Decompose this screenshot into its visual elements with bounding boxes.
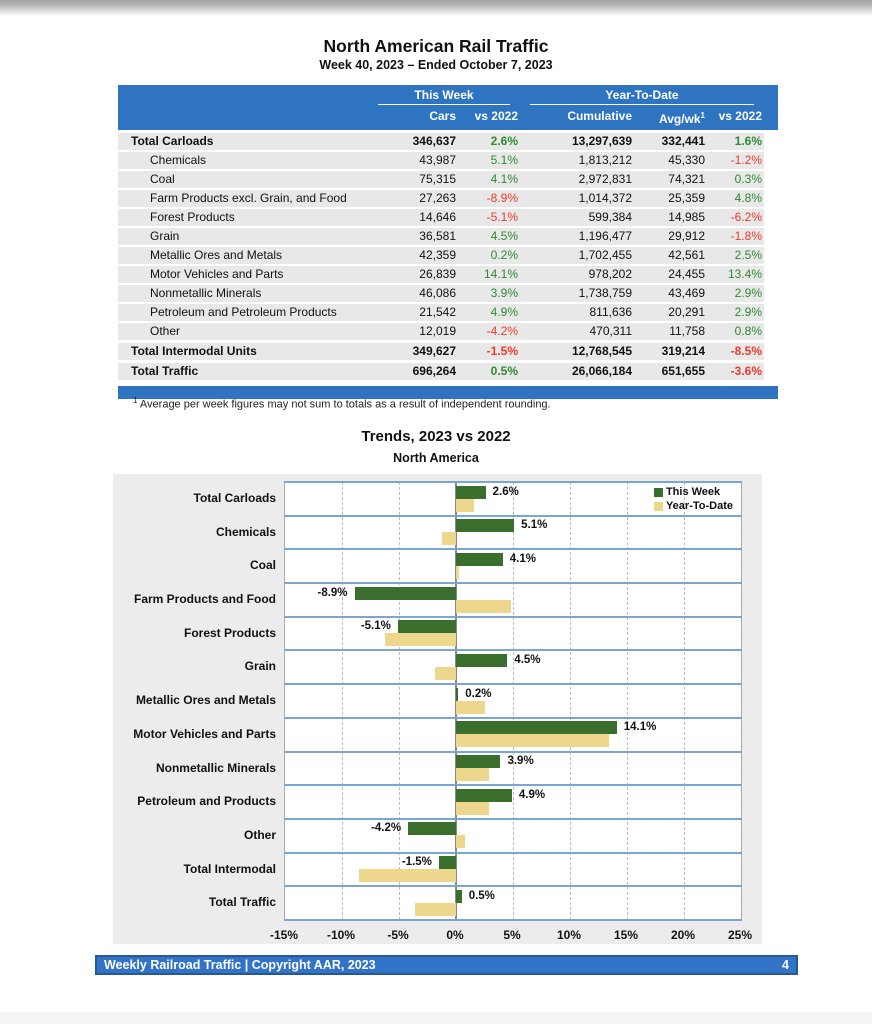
rail-table-body bbox=[118, 133, 778, 380]
page-top-shadow bbox=[0, 0, 872, 16]
table-row bbox=[118, 363, 764, 380]
row-label: Other bbox=[150, 324, 181, 338]
bar-this-week bbox=[355, 587, 456, 600]
col-header-week-vs-2022: vs 2022 bbox=[474, 109, 518, 123]
footer-bar bbox=[95, 955, 798, 975]
group-header-this-week: This Week bbox=[368, 88, 520, 105]
chart-legend bbox=[654, 485, 733, 513]
cell-avg-per-week: 332,441 bbox=[661, 134, 705, 148]
header-spacer bbox=[118, 107, 368, 128]
cell-week-vs-2022: 0.5% bbox=[490, 364, 518, 378]
cell-cumulative: 978,202 bbox=[588, 267, 632, 281]
band-separator bbox=[284, 649, 742, 651]
cell-week-vs-2022: 14.1% bbox=[483, 267, 518, 281]
cell-week-vs-2022: 3.9% bbox=[490, 286, 518, 300]
cell-ytd-vs-2022: -3.6% bbox=[730, 364, 762, 378]
cell-cars: 346,637 bbox=[412, 134, 456, 148]
x-axis-tick-label: 20% bbox=[670, 928, 696, 942]
cell-cumulative: 1,014,372 bbox=[578, 191, 632, 205]
cell-cumulative: 1,196,477 bbox=[578, 229, 632, 243]
row-label: Chemicals bbox=[150, 153, 207, 167]
x-axis-tick-label: 10% bbox=[556, 928, 582, 942]
category-label: Petroleum and Products bbox=[137, 794, 276, 809]
cell-ytd-vs-2022: 2.9% bbox=[734, 286, 762, 300]
row-label: Total Intermodal Units bbox=[131, 344, 257, 358]
col-header-cumulative: Cumulative bbox=[567, 109, 632, 123]
bar-year-to-date bbox=[415, 903, 456, 916]
bar-value-label: 4.9% bbox=[518, 788, 546, 801]
table-row bbox=[118, 304, 764, 321]
bar-year-to-date bbox=[435, 667, 456, 680]
chart-plot bbox=[284, 482, 742, 920]
bar-year-to-date bbox=[456, 835, 465, 848]
cell-week-vs-2022: -1.5% bbox=[486, 344, 518, 358]
table-row bbox=[118, 228, 764, 245]
cell-avg-per-week: 29,912 bbox=[668, 229, 705, 243]
group-header-year-to-date: Year-To-Date bbox=[520, 88, 764, 105]
bar-value-label: 0.2% bbox=[465, 687, 492, 700]
cell-cars: 75,315 bbox=[419, 172, 456, 186]
x-axis-tick-label: -15% bbox=[269, 928, 298, 942]
cell-cars: 26,839 bbox=[419, 267, 456, 281]
row-label: Farm Products excl. Grain, and Food bbox=[150, 191, 347, 205]
cell-week-vs-2022: 0.2% bbox=[490, 248, 518, 262]
chart-panel bbox=[113, 474, 762, 944]
x-axis-tick-label: -5% bbox=[387, 928, 409, 942]
table-row bbox=[118, 285, 764, 302]
cell-ytd-vs-2022: -8.5% bbox=[730, 344, 762, 358]
band-separator bbox=[284, 818, 742, 820]
category-label: Other bbox=[243, 827, 276, 842]
bar-this-week bbox=[398, 620, 456, 633]
col-header-avg-per-week: Avg/$wk^1$ bbox=[658, 111, 705, 126]
bar-this-week bbox=[456, 890, 462, 903]
band-separator bbox=[284, 784, 742, 786]
page-title: North American Rail Traffic bbox=[323, 36, 549, 56]
cell-cumulative: 599,384 bbox=[588, 210, 632, 224]
row-label: Coal bbox=[150, 172, 175, 186]
cell-avg-per-week: 14,985 bbox=[668, 210, 705, 224]
bar-year-to-date bbox=[456, 600, 511, 613]
category-label: Total Intermodal bbox=[183, 861, 276, 876]
cell-week-vs-2022: -4.2% bbox=[486, 324, 518, 338]
cell-cumulative: 2,972,831 bbox=[578, 172, 632, 186]
cell-avg-per-week: 11,758 bbox=[669, 324, 705, 338]
rail-traffic-table bbox=[118, 85, 778, 399]
band-separator bbox=[284, 548, 742, 550]
bar-value-label: -1.5% bbox=[401, 856, 432, 869]
cell-avg-per-week: 651,655 bbox=[661, 364, 705, 378]
band-separator bbox=[284, 515, 742, 517]
chart-title: Trends, 2023 vs 2022 bbox=[361, 428, 511, 445]
category-label: Chemicals bbox=[215, 524, 276, 539]
bar-value-label: 4.1% bbox=[509, 552, 536, 565]
bar-year-to-date bbox=[456, 802, 489, 815]
bar-this-week bbox=[439, 856, 456, 869]
bar-this-week bbox=[456, 688, 458, 701]
cell-avg-per-week: 43,469 bbox=[668, 286, 705, 300]
category-label: Total Carloads bbox=[193, 491, 276, 505]
cell-ytd-vs-2022: 2.5% bbox=[734, 248, 762, 262]
category-label: Nonmetallic Minerals bbox=[155, 760, 276, 775]
x-axis-tick-label: 0% bbox=[446, 928, 464, 942]
bar-value-label: 2.6% bbox=[492, 485, 519, 498]
category-label: Farm Products and Food bbox=[133, 592, 276, 607]
cell-week-vs-2022: -8.9% bbox=[486, 191, 518, 205]
chart-subtitle: North America bbox=[393, 451, 479, 465]
table-row bbox=[118, 323, 764, 340]
band-separator bbox=[284, 885, 742, 887]
cell-week-vs-2022: 2.6% bbox=[490, 134, 518, 148]
bar-year-to-date bbox=[442, 532, 456, 545]
row-label: Total Carloads bbox=[131, 134, 214, 148]
bar-value-label: -5.1% bbox=[360, 620, 391, 633]
cell-cars: 43,987 bbox=[419, 153, 456, 167]
bar-year-to-date bbox=[456, 734, 609, 747]
category-label: Motor Vehicles and Parts bbox=[133, 726, 276, 741]
cell-avg-per-week: 24,455 bbox=[668, 267, 705, 281]
footer-page-number: 4 bbox=[782, 958, 789, 972]
band-separator bbox=[284, 852, 742, 854]
bar-value-label: 14.1% bbox=[623, 721, 657, 734]
row-label: Motor Vehicles and Parts bbox=[150, 267, 284, 281]
table-row bbox=[118, 171, 764, 188]
band-separator bbox=[284, 751, 742, 753]
cell-ytd-vs-2022: 1.6% bbox=[734, 134, 762, 148]
bar-year-to-date bbox=[385, 633, 456, 646]
bar-this-week bbox=[456, 721, 617, 734]
row-label: Nonmetallic Minerals bbox=[150, 286, 262, 300]
this-week-swatch-icon bbox=[654, 488, 663, 497]
cell-cars: 696,264 bbox=[412, 364, 456, 378]
row-label: Petroleum and Petroleum Products bbox=[150, 305, 337, 319]
cell-ytd-vs-2022: 0.8% bbox=[734, 324, 762, 338]
cell-ytd-vs-2022: -6.2% bbox=[730, 210, 762, 224]
cell-week-vs-2022: 4.1% bbox=[490, 172, 518, 186]
cell-cumulative: 1,738,759 bbox=[578, 286, 632, 300]
x-axis-tick-label: 5% bbox=[503, 928, 521, 942]
bar-this-week bbox=[456, 789, 512, 802]
bar-value-label: 4.5% bbox=[514, 653, 541, 666]
footnote: $^1$ Average per week figures may not sum to totals as a result of independent rounding. bbox=[133, 396, 551, 411]
bar-year-to-date bbox=[456, 499, 474, 512]
band-separator bbox=[284, 717, 742, 719]
cell-cars: 46,086 bbox=[419, 286, 456, 300]
category-label: Grain bbox=[244, 659, 276, 674]
cell-avg-per-week: 42,561 bbox=[668, 248, 705, 262]
bar-this-week bbox=[408, 822, 456, 835]
x-axis-tick-label: -10% bbox=[326, 928, 355, 942]
bar-value-label: -4.2% bbox=[371, 822, 402, 835]
cell-avg-per-week: 319,214 bbox=[661, 344, 705, 358]
bar-this-week bbox=[456, 553, 503, 566]
cell-cars: 349,627 bbox=[412, 344, 456, 358]
table-row bbox=[118, 247, 764, 264]
band-separator bbox=[284, 582, 742, 584]
bar-this-week bbox=[456, 654, 507, 667]
cell-cumulative: 811,636 bbox=[589, 305, 632, 319]
cell-week-vs-2022: -5.1% bbox=[486, 210, 518, 224]
x-axis-tick-label: 25% bbox=[727, 928, 753, 942]
table-header bbox=[118, 85, 778, 130]
cell-cumulative: 470,311 bbox=[589, 324, 632, 338]
footer-text: Weekly Railroad Traffic | Copyright AAR, 2023 bbox=[104, 958, 376, 972]
bar-value-label: 5.1% bbox=[521, 519, 548, 532]
legend-item-year-to-date: Year-To-Date bbox=[654, 499, 733, 513]
page-bottom-strip bbox=[0, 1012, 872, 1024]
year-to-date-swatch-icon bbox=[654, 502, 663, 511]
cell-week-vs-2022: 4.9% bbox=[490, 305, 518, 319]
table-row bbox=[118, 266, 764, 283]
bar-this-week bbox=[456, 519, 514, 532]
table-row bbox=[118, 209, 764, 226]
cell-avg-per-week: 74,321 bbox=[668, 172, 705, 186]
cell-avg-per-week: 45,330 bbox=[668, 153, 705, 167]
row-label: Forest Products bbox=[150, 210, 235, 224]
cell-cumulative: 1,702,455 bbox=[578, 248, 632, 262]
band-separator bbox=[284, 481, 742, 483]
cell-ytd-vs-2022: 4.8% bbox=[734, 191, 762, 205]
cell-ytd-vs-2022: -1.2% bbox=[730, 153, 762, 167]
row-label: Total Traffic bbox=[131, 364, 199, 378]
table-row bbox=[118, 343, 764, 360]
category-label: Metallic Ores and Metals bbox=[135, 693, 276, 708]
row-label: Grain bbox=[150, 229, 180, 243]
cell-avg-per-week: 25,359 bbox=[668, 191, 705, 205]
col-header-ytd-vs-2022: vs 2022 bbox=[718, 109, 762, 123]
bar-year-to-date bbox=[456, 566, 459, 579]
legend-item-this-week: This Week bbox=[654, 485, 733, 499]
band-separator bbox=[284, 919, 742, 921]
band-separator bbox=[284, 616, 742, 618]
cell-cars: 27,263 bbox=[419, 191, 456, 205]
cell-cars: 21,542 bbox=[419, 305, 456, 319]
table-row bbox=[118, 190, 764, 207]
cell-cars: 14,646 bbox=[419, 210, 456, 224]
cell-ytd-vs-2022: -1.8% bbox=[730, 229, 762, 243]
cell-ytd-vs-2022: 0.3% bbox=[734, 172, 762, 186]
category-label: Forest Products bbox=[183, 625, 276, 640]
band-separator bbox=[284, 683, 742, 685]
bar-year-to-date bbox=[359, 869, 456, 882]
x-axis-tick-label: 15% bbox=[613, 928, 639, 942]
col-header-cars: Cars bbox=[429, 109, 456, 123]
bar-this-week bbox=[456, 755, 500, 768]
bar-year-to-date bbox=[456, 701, 485, 714]
cell-ytd-vs-2022: 2.9% bbox=[734, 305, 762, 319]
bar-value-label: -8.9% bbox=[317, 586, 348, 599]
cell-cumulative: 12,768,545 bbox=[571, 344, 632, 358]
cell-cars: 12,019 bbox=[419, 324, 456, 338]
table-row bbox=[118, 152, 764, 169]
cell-week-vs-2022: 5.1% bbox=[490, 153, 518, 167]
row-label: Metallic Ores and Metals bbox=[150, 248, 283, 262]
category-label: Total Traffic bbox=[208, 895, 276, 910]
cell-cumulative: 13,297,639 bbox=[571, 134, 632, 148]
cell-week-vs-2022: 4.5% bbox=[490, 229, 518, 243]
bar-this-week bbox=[456, 486, 486, 499]
category-label: Coal bbox=[249, 558, 276, 573]
page-subtitle: Week 40, 2023 – Ended October 7, 2023 bbox=[319, 58, 553, 72]
cell-cumulative: 26,066,184 bbox=[571, 364, 632, 378]
bar-year-to-date bbox=[456, 768, 489, 781]
cell-cars: 42,359 bbox=[419, 248, 456, 262]
bar-value-label: 0.5% bbox=[468, 889, 495, 902]
cell-cumulative: 1,813,212 bbox=[578, 153, 632, 167]
cell-avg-per-week: 20,291 bbox=[668, 305, 705, 319]
cell-ytd-vs-2022: 13.4% bbox=[727, 267, 762, 281]
table-row bbox=[118, 133, 764, 150]
bar-value-label: 3.9% bbox=[507, 755, 534, 768]
cell-cars: 36,581 bbox=[419, 229, 456, 243]
